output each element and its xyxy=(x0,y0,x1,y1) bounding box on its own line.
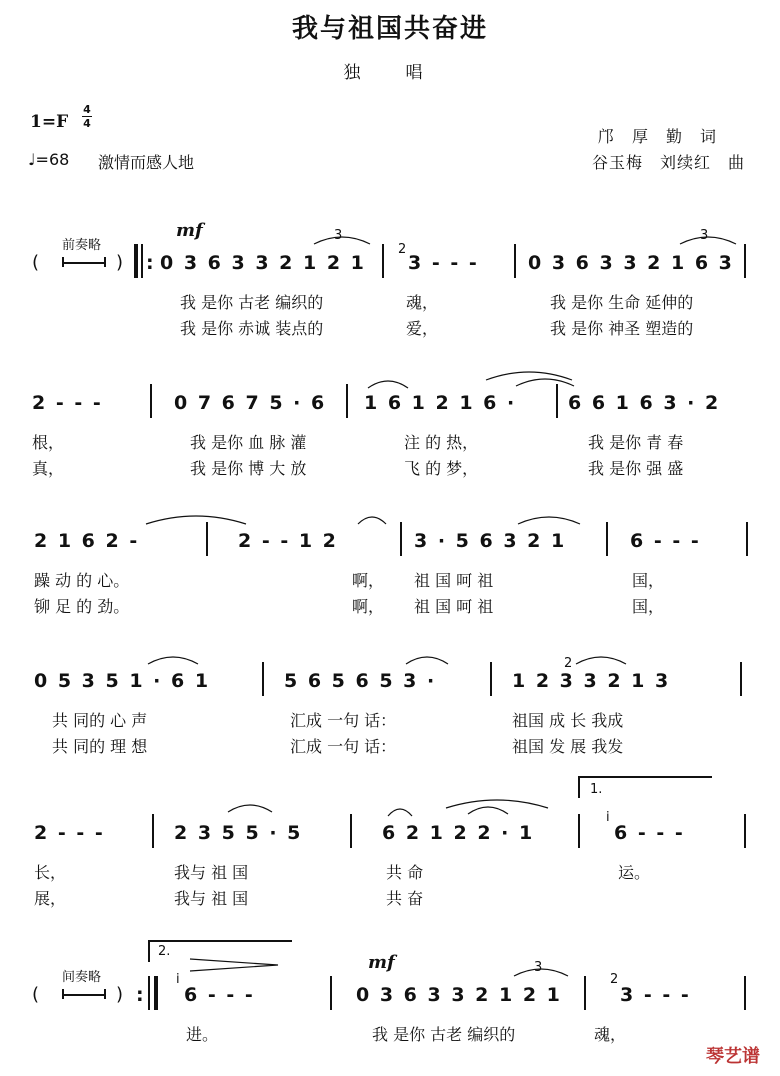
tie-slur xyxy=(574,652,628,666)
measure-notes: 6 - - - xyxy=(614,822,685,844)
lyricist-credit: 邝 厚 勤 词 xyxy=(598,127,718,146)
measure-notes: 6 6 1 6 3 · 2 xyxy=(568,392,721,414)
lyric-verse1: 祖国 成 长 我成 xyxy=(512,711,624,730)
barline xyxy=(400,522,402,556)
triplet-number: 3 xyxy=(700,228,709,243)
barline xyxy=(330,976,332,1010)
tie-slur xyxy=(516,512,582,526)
repeat-barline-thin xyxy=(148,976,150,1010)
expression-marking: 激情而感人地 xyxy=(98,153,195,172)
lyric-verse1: 进。 xyxy=(186,1025,219,1044)
barline xyxy=(556,384,558,418)
lyric-verse2: 啊， xyxy=(352,597,385,616)
lyric-verse1: 注 的 热， xyxy=(404,433,479,452)
song-title: 我与祖国共奋进 xyxy=(291,14,488,44)
volta-label-1: 1. xyxy=(590,782,603,797)
barline xyxy=(744,814,746,848)
repeat-barline-thick xyxy=(134,244,138,278)
lyric-verse2: 铆 足 的 劲。 xyxy=(34,597,130,616)
diminuendo-hairpin xyxy=(188,956,280,974)
tie-slur xyxy=(386,804,414,818)
barline xyxy=(152,814,154,848)
paren-close: ) xyxy=(116,252,124,273)
lyric-verse2: 共 同的 理 想 xyxy=(52,737,148,756)
measure-notes: 0 3 6 3 3 2 1 2 1 xyxy=(356,984,562,1006)
meter-top: 4 xyxy=(83,103,91,116)
measure-notes: 0 3 6 3 3 2 1 2 1 xyxy=(160,252,366,274)
grace-note: i xyxy=(606,810,610,825)
barline xyxy=(584,976,586,1010)
rest-bar xyxy=(62,994,106,996)
measure-notes: 1 2 3 3 2 1 3 xyxy=(512,670,671,692)
rest-bar-left xyxy=(62,257,64,267)
meter-bottom: 4 xyxy=(83,117,91,130)
barline xyxy=(206,522,208,556)
lyric-verse2: 展， xyxy=(34,889,67,908)
lyric-verse1: 共 命 xyxy=(386,863,424,882)
tie-slur xyxy=(356,512,388,526)
triplet-number: 3 xyxy=(534,960,543,975)
measure-notes: 6 - - - xyxy=(630,530,701,552)
repeat-dots: : xyxy=(136,984,146,1006)
lyric-verse1: 运。 xyxy=(618,863,651,882)
lyric-verse1: 根， xyxy=(32,433,65,452)
lyric-verse2: 祖国 发 展 我发 xyxy=(512,737,624,756)
grace-note: i xyxy=(176,972,180,987)
lyric-verse1: 我 是你 青 春 xyxy=(588,433,684,452)
volta-bracket-1-edge xyxy=(578,776,580,798)
tie-slur xyxy=(514,374,576,388)
measure-notes: 6 - - - xyxy=(184,984,255,1006)
lyric-verse1: 汇成 一句 话： xyxy=(290,711,397,730)
grace-note: 2 xyxy=(398,242,407,257)
barline xyxy=(490,662,492,696)
lyric-verse2: 我 是你 博 大 放 xyxy=(190,459,307,478)
tempo-marking: ♩=68 xyxy=(28,150,70,169)
tie-slur xyxy=(466,802,510,816)
lyric-verse2: 爱， xyxy=(406,319,439,338)
intro-label: 前奏略 xyxy=(62,238,102,253)
rest-bar-right xyxy=(104,989,106,999)
lyric-verse2: 我 是你 神圣 塑造的 xyxy=(550,319,694,338)
grace-note: 2 xyxy=(610,972,619,987)
barline xyxy=(744,976,746,1010)
volta-bracket-1 xyxy=(578,776,712,778)
lyric-verse2: 国， xyxy=(632,597,665,616)
measure-notes: 0 7 6 7 5 · 6 xyxy=(174,392,327,414)
lyric-verse1: 我 是你 血 脉 灌 xyxy=(190,433,307,452)
lyric-verse1: 我 是你 生命 延伸的 xyxy=(550,293,694,312)
barline xyxy=(346,384,348,418)
grace-note: 2 xyxy=(564,656,573,671)
lyric-verse1: 国， xyxy=(632,571,665,590)
key-signature: 1=F xyxy=(30,112,69,132)
measure-notes: 3 - - - xyxy=(620,984,691,1006)
lyric-verse2: 我与 祖 国 xyxy=(174,889,249,908)
lyric-verse2: 共 奋 xyxy=(386,889,424,908)
lyric-verse1: 我 是你 古老 编织的 xyxy=(180,293,324,312)
measure-notes: 0 3 6 3 3 2 1 6 3 xyxy=(528,252,734,274)
paren-open: ( xyxy=(32,252,40,273)
lyric-verse1: 祖 国 呵 祖 xyxy=(414,571,494,590)
repeat-barline-thick xyxy=(154,976,158,1010)
lyric-verse2: 我 是你 强 盛 xyxy=(588,459,684,478)
repeat-barline-thin xyxy=(141,244,143,278)
measure-notes: 2 - - 1 2 xyxy=(238,530,338,552)
lyric-verse2: 飞 的 梦， xyxy=(404,459,479,478)
measure-notes: 0 5 3 5 1 · 6 1 xyxy=(34,670,211,692)
repeat-dots: : xyxy=(146,252,156,274)
dynamic-mf: mf xyxy=(368,952,395,973)
dynamic-mf: mf xyxy=(176,220,203,241)
lyric-verse1: 长， xyxy=(34,863,67,882)
barline xyxy=(382,244,384,278)
barline xyxy=(514,244,516,278)
rest-bar-left xyxy=(62,989,64,999)
composer-credit: 谷玉梅 刘续红 曲 xyxy=(592,153,746,172)
volta-bracket-2 xyxy=(148,940,292,942)
paren-close: ) xyxy=(116,984,124,1005)
watermark-logo: 琴艺谱 xyxy=(706,1046,760,1067)
triplet-number: 3 xyxy=(334,228,343,243)
measure-notes: 3 - - - xyxy=(408,252,479,274)
barline xyxy=(150,384,152,418)
interlude-label: 间奏略 xyxy=(62,970,102,985)
time-signature xyxy=(82,104,92,129)
barline xyxy=(606,522,608,556)
measure-notes: 2 1 6 2 - xyxy=(34,530,140,552)
performance-type: 独 唱 xyxy=(343,63,437,83)
barline xyxy=(350,814,352,848)
barline xyxy=(740,662,742,696)
measure-notes: 3 · 5 6 3 2 1 xyxy=(414,530,567,552)
lyric-verse1: 魂， xyxy=(594,1025,627,1044)
tie-slur xyxy=(366,376,410,390)
lyric-verse2: 祖 国 呵 祖 xyxy=(414,597,494,616)
barline xyxy=(578,814,580,848)
rest-bar-right xyxy=(104,257,106,267)
lyric-verse1: 躁 动 的 心。 xyxy=(34,571,130,590)
lyric-verse2: 汇成 一句 话： xyxy=(290,737,397,756)
lyric-verse1: 魂， xyxy=(406,293,439,312)
measure-notes: 2 - - - xyxy=(32,392,103,414)
lyric-verse1: 共 同的 心 声 xyxy=(52,711,148,730)
measure-notes: 2 - - - xyxy=(34,822,105,844)
tie-slur xyxy=(146,652,200,666)
tie-slur xyxy=(404,652,450,666)
barline xyxy=(746,522,748,556)
volta-bracket-2-edge xyxy=(148,940,150,962)
tie-slur xyxy=(226,800,274,814)
tie-slur xyxy=(144,512,248,526)
lyric-verse1: 我与 祖 国 xyxy=(174,863,249,882)
paren-open: ( xyxy=(32,984,40,1005)
measure-notes: 2 3 5 5 · 5 xyxy=(174,822,303,844)
lyric-verse2: 真， xyxy=(32,459,65,478)
measure-notes: 5 6 5 6 5 3 · xyxy=(284,670,437,692)
rest-bar xyxy=(62,262,106,264)
lyric-verse1: 啊， xyxy=(352,571,385,590)
volta-label-2: 2. xyxy=(158,944,171,959)
lyric-verse2: 我 是你 赤诚 装点的 xyxy=(180,319,324,338)
barline xyxy=(262,662,264,696)
measure-notes: 1 6 1 2 1 6 · xyxy=(364,392,517,414)
measure-notes: 6 2 1 2 2 · 1 xyxy=(382,822,535,844)
lyric-verse1: 我 是你 古老 编织的 xyxy=(372,1025,516,1044)
barline xyxy=(744,244,746,278)
